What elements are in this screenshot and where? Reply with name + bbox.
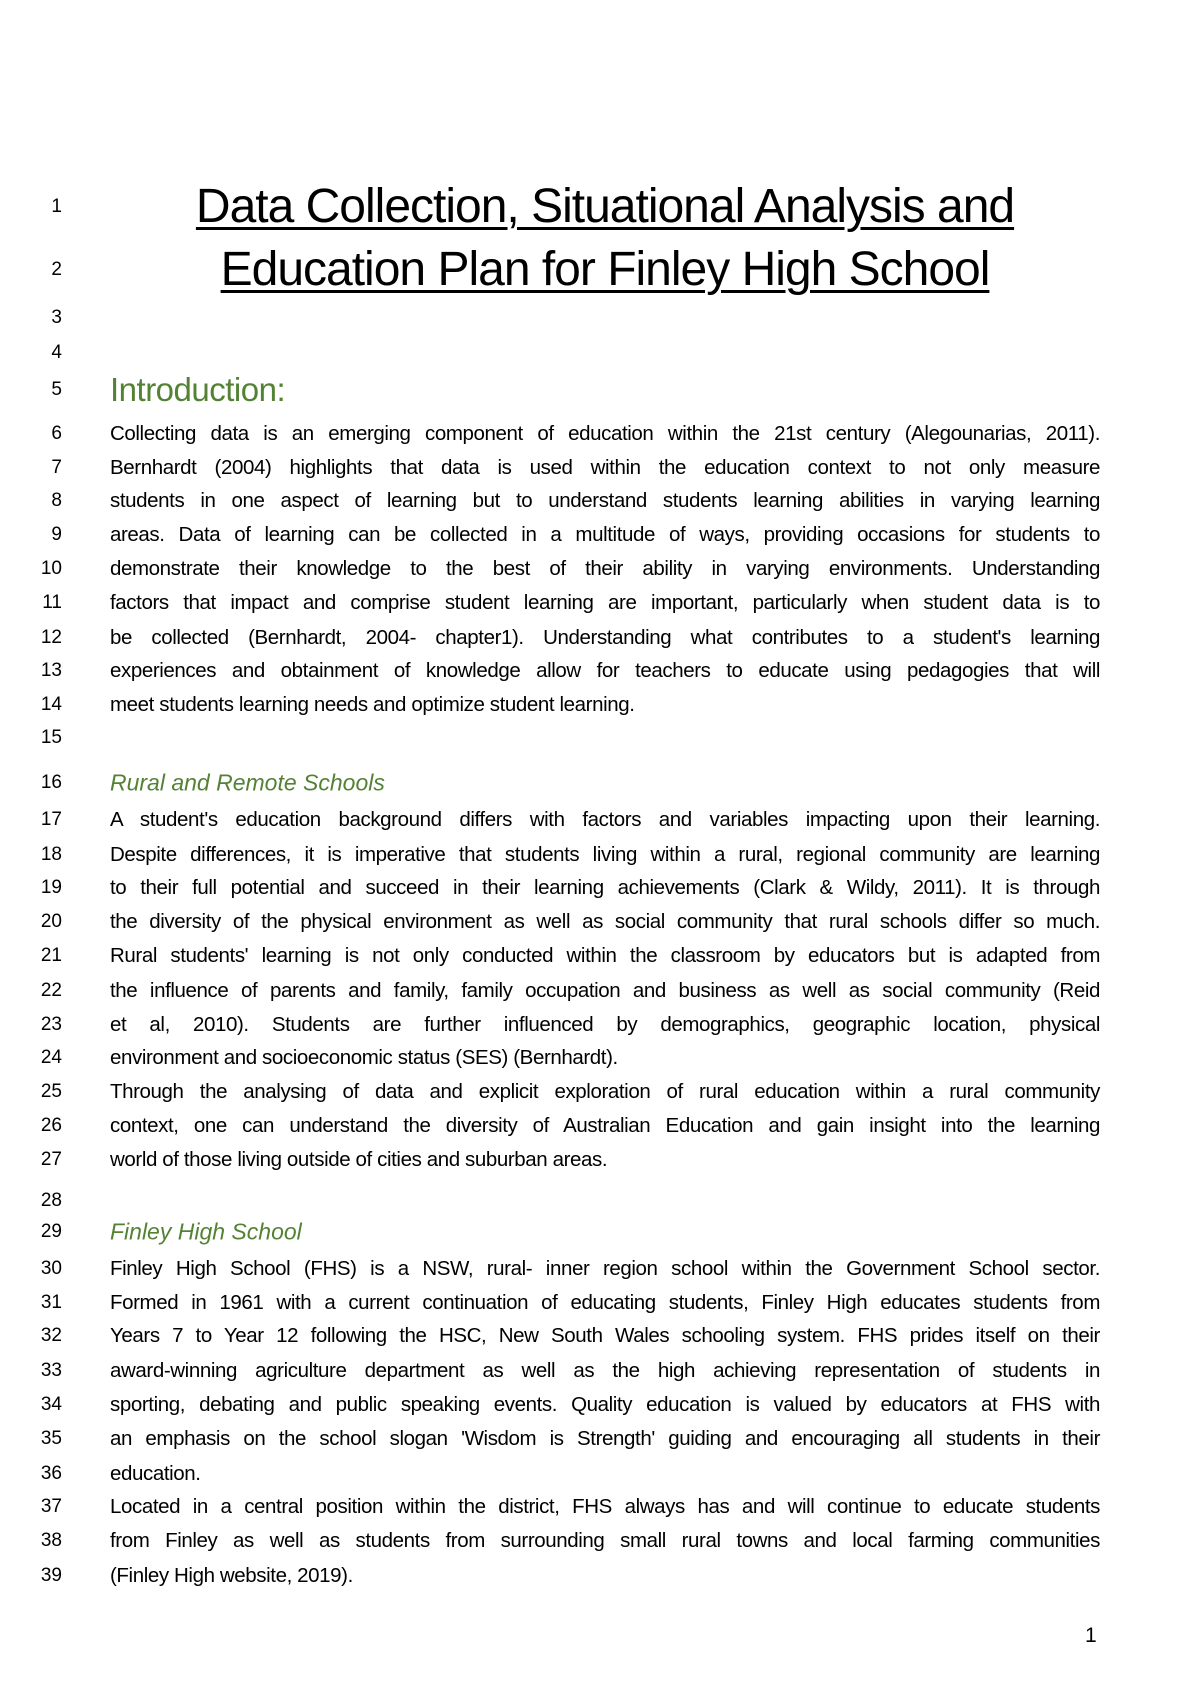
- line-number: 34: [40, 1394, 62, 1415]
- line-number: 37: [40, 1496, 62, 1517]
- paragraph-line: Bernhardt (2004) highlights that data is used within the education context to not only measure: [110, 456, 1100, 479]
- line-number: 2: [51, 259, 62, 280]
- line-number: 36: [40, 1463, 62, 1484]
- paragraph-line: world of those living outside of cities and suburban areas.: [110, 1148, 608, 1171]
- line-number: 30: [40, 1258, 62, 1279]
- line-number: 17: [40, 809, 62, 830]
- line-number: 24: [40, 1047, 62, 1068]
- line-number: 21: [40, 945, 62, 966]
- paragraph-line: award-winning agriculture department as well as the high achieving representation of students in: [110, 1359, 1100, 1382]
- line-number: 8: [51, 490, 62, 511]
- line-number: 11: [42, 592, 62, 613]
- paragraph-line: demonstrate their knowledge to the best of their ability in varying environments. Understanding: [110, 557, 1100, 580]
- paragraph-line: Despite differences, it is imperative that students living within a rural, regional community are learning: [110, 843, 1100, 866]
- line-number: 16: [40, 772, 62, 793]
- paragraph-line: the diversity of the physical environment as well as social community that rural schools differ so much.: [110, 910, 1100, 933]
- paragraph-line: Through the analysing of data and explicit exploration of rural education within a rural community: [110, 1080, 1100, 1103]
- line-number: 15: [40, 727, 62, 748]
- line-number: 38: [40, 1530, 62, 1551]
- paragraph-line: to their full potential and succeed in their learning achievements (Clark & Wildy, 2011). It is through: [110, 876, 1100, 899]
- paragraph-line: et al, 2010). Students are further influenced by demographics, geographic location, physical: [110, 1013, 1100, 1036]
- section-heading: Introduction:: [110, 371, 286, 408]
- subsection-heading: Finley High School: [110, 1218, 302, 1245]
- line-number: 27: [40, 1149, 62, 1170]
- line-number: 33: [40, 1360, 62, 1381]
- paragraph-line: be collected (Bernhardt, 2004- chapter1). Understanding what contributes to a student's learning: [110, 626, 1100, 649]
- paragraph-line: Finley High School (FHS) is a NSW, rural- inner region school within the Government School sector.: [110, 1257, 1100, 1280]
- paragraph-line: context, one can understand the diversity of Australian Education and gain insight into the learning: [110, 1114, 1100, 1137]
- line-number: 26: [40, 1115, 62, 1136]
- paragraph-line: Formed in 1961 with a current continuation of educating students, Finley High educates students from: [110, 1291, 1100, 1314]
- paragraph-line: from Finley as well as students from surrounding small rural towns and local farming communities: [110, 1529, 1100, 1552]
- line-number: 9: [51, 524, 62, 545]
- paragraph-line: the influence of parents and family, family occupation and business as well as social community (Reid: [110, 979, 1100, 1002]
- paragraph-line: education.: [110, 1462, 201, 1485]
- page-number: 1: [1085, 1624, 1097, 1647]
- line-number: 4: [51, 342, 62, 363]
- line-number: 20: [40, 911, 62, 932]
- paragraph-line: areas. Data of learning can be collected in a multitude of ways, providing occasions for students to: [110, 523, 1100, 546]
- line-number: 32: [40, 1325, 62, 1346]
- line-number: 3: [51, 307, 62, 328]
- line-number: 31: [40, 1292, 62, 1313]
- line-number: 29: [40, 1221, 62, 1242]
- paragraph-line: environment and socioeconomic status (SES) (Bernhardt).: [110, 1046, 618, 1069]
- paragraph-line: Located in a central position within the district, FHS always has and will continue to educate students: [110, 1495, 1100, 1518]
- line-number: 12: [40, 627, 62, 648]
- paragraph-line: (Finley High website, 2019).: [110, 1564, 353, 1587]
- line-number: 7: [51, 457, 62, 478]
- line-number: 5: [51, 379, 62, 400]
- paragraph-line: factors that impact and comprise student learning are important, particularly when student data is to: [110, 591, 1100, 614]
- paragraph-line: A student's education background differs with factors and variables impacting upon their learning.: [110, 808, 1100, 831]
- line-number: 1: [51, 196, 62, 217]
- paragraph-line: an emphasis on the school slogan 'Wisdom is Strength' guiding and encouraging all students in their: [110, 1427, 1100, 1450]
- line-number: 18: [40, 844, 62, 865]
- line-number: 23: [40, 1014, 62, 1035]
- line-number: 25: [40, 1081, 62, 1102]
- line-number: 13: [40, 660, 62, 681]
- paragraph-line: sporting, debating and public speaking events. Quality education is valued by educators at FHS with: [110, 1393, 1100, 1416]
- document-title: Data Collection, Situational Analysis and: [195, 180, 1015, 233]
- paragraph-line: students in one aspect of learning but to understand students learning abilities in varying learning: [110, 489, 1100, 512]
- line-number: 6: [51, 423, 62, 444]
- paragraph-line: meet students learning needs and optimize student learning.: [110, 693, 635, 716]
- subsection-heading: Rural and Remote Schools: [110, 769, 385, 796]
- line-number: 39: [40, 1565, 62, 1586]
- line-number: 22: [40, 980, 62, 1001]
- line-number: 28: [40, 1190, 62, 1211]
- line-number: 14: [40, 694, 62, 715]
- paragraph-line: Years 7 to Year 12 following the HSC, New South Wales schooling system. FHS prides itself on their: [110, 1324, 1100, 1347]
- line-number: 35: [40, 1428, 62, 1449]
- paragraph-line: Rural students' learning is not only conducted within the classroom by educators but is adapted from: [110, 944, 1100, 967]
- line-number: 10: [40, 558, 62, 579]
- document-title: Education Plan for Finley High School: [220, 243, 990, 296]
- paragraph-line: experiences and obtainment of knowledge allow for teachers to educate using pedagogies that will: [110, 659, 1100, 682]
- line-number: 19: [40, 877, 62, 898]
- paragraph-line: Collecting data is an emerging component of education within the 21st century (Alegounarias, 2011).: [110, 422, 1100, 445]
